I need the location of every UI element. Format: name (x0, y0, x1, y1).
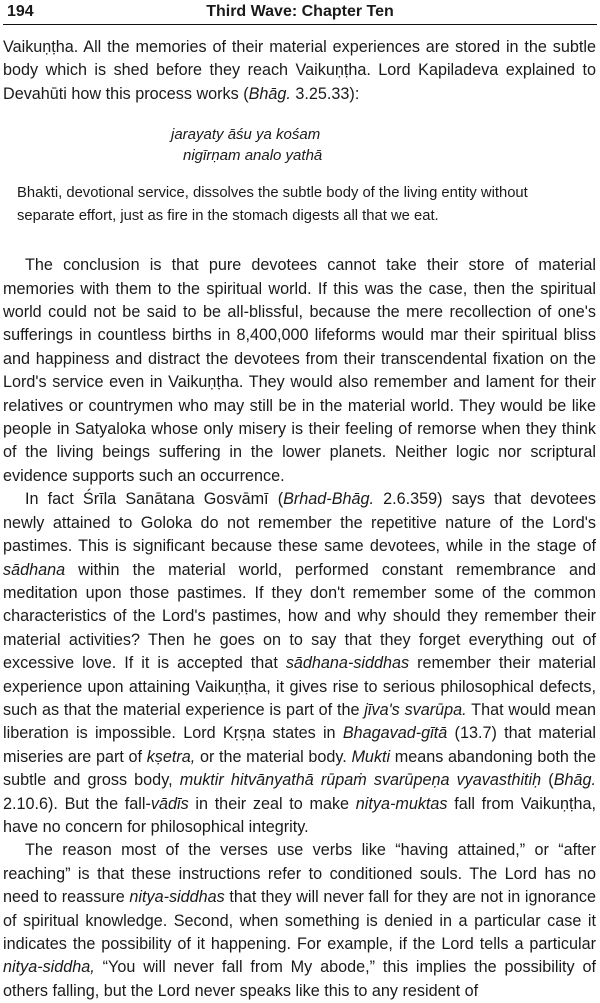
page-number: 194 (7, 3, 34, 20)
chapter-title: Third Wave: Chapter Ten (206, 3, 394, 20)
page-body (3, 36, 596, 1003)
paragraph-sanatana: In fact Śrīla Sanātana Gosvāmī (Brhad-Bhāg. 2.6.359) says that devotees newly attained to Goloka do not remember the repetitive nature of the Lord's pastimes. This is significant because these same devotees, while in the stage of sādhana within the material world, performed constant remembrance and meditation upon those pastimes. If they don't remember some of the common characteristics of the Lord's pastimes, how and why should they remember their material activities? Then he goes on to say that they forget everything out of excessive love. If it is accepted that sādhana-siddhas remember their material experience upon attaining Vaikuṇṭha, it gives rise to serious philosophical defects, such as that the material experience is part of the jīva's svarūpa. That would mean liberation is impossible. Lord Kṛṣṇa states in Bhagavad-gītā (13.7) that material miseries are part of kṣetra, or the material body. Mukti means abandoning both the subtle and gross body, muktir hitvānyathā rūpaṁ svarūpeṇa vyavasthitiḥ (Bhāg. 2.10.6). But the fall-vādīs in their zeal to make nitya-muktas fall from Vaikuṇṭha, have no concern for philosophical integrity. (3, 490, 596, 836)
verse-line-1: jarayaty āśu ya kośam (171, 126, 321, 144)
verse-line-2: nigīrṇam analo yathā (183, 147, 323, 165)
paragraph-reason: The reason most of the verses use verbs like “having attained,” or “after reaching” is that these instructions refer to conditioned souls. The Lord has no need to reassure nitya-siddhas that they will never fall for they are not in ignorance of spiritual knowledge. Second, when something is denied in a particular case it indicates the possibility of it happening. For example, if the Lord tells a particular nitya-siddha, “You will never fall from My abode,” this implies the possibility of others falling, but the Lord never speaks like this to any resident of (3, 841, 596, 1000)
page-header (3, 0, 597, 25)
verse-translation: Bhakti, devotional service, dissolves the subtle body of the living entity without separate effort, just as fire in the stomach digests all that we eat. (17, 185, 528, 225)
intro-paragraph: Vaikuṇṭha. All the memories of their material experiences are stored in the subtle body which is shed before they reach Vaikuṇṭha. Lord Kapiladeva explained to Devahūti how this process works (Bhāg. 3.25.33): (3, 38, 596, 103)
paragraph-conclusion: The conclusion is that pure devotees cannot take their store of material memories with them to the spiritual world. If this was the case, then the spiritual world could not be said to be all-blissful, because the mere recollection of one's sufferings in countless births in 8,400,000 lifeforms would mar their spiritual bliss and happiness and distract the devotees from their transcendental fixation on the Lord's service even in Vaikuṇṭha. They would also remember and lament for their relatives or countrymen who may still be in the material world. They would be like people in Satyaloka whose only misery is their feeling of remorse when they think of the living beings suffering in the lower planets. Neither logic nor scriptural evidence supports such an occurrence. (3, 256, 596, 485)
sanskrit-verse (3, 124, 596, 166)
